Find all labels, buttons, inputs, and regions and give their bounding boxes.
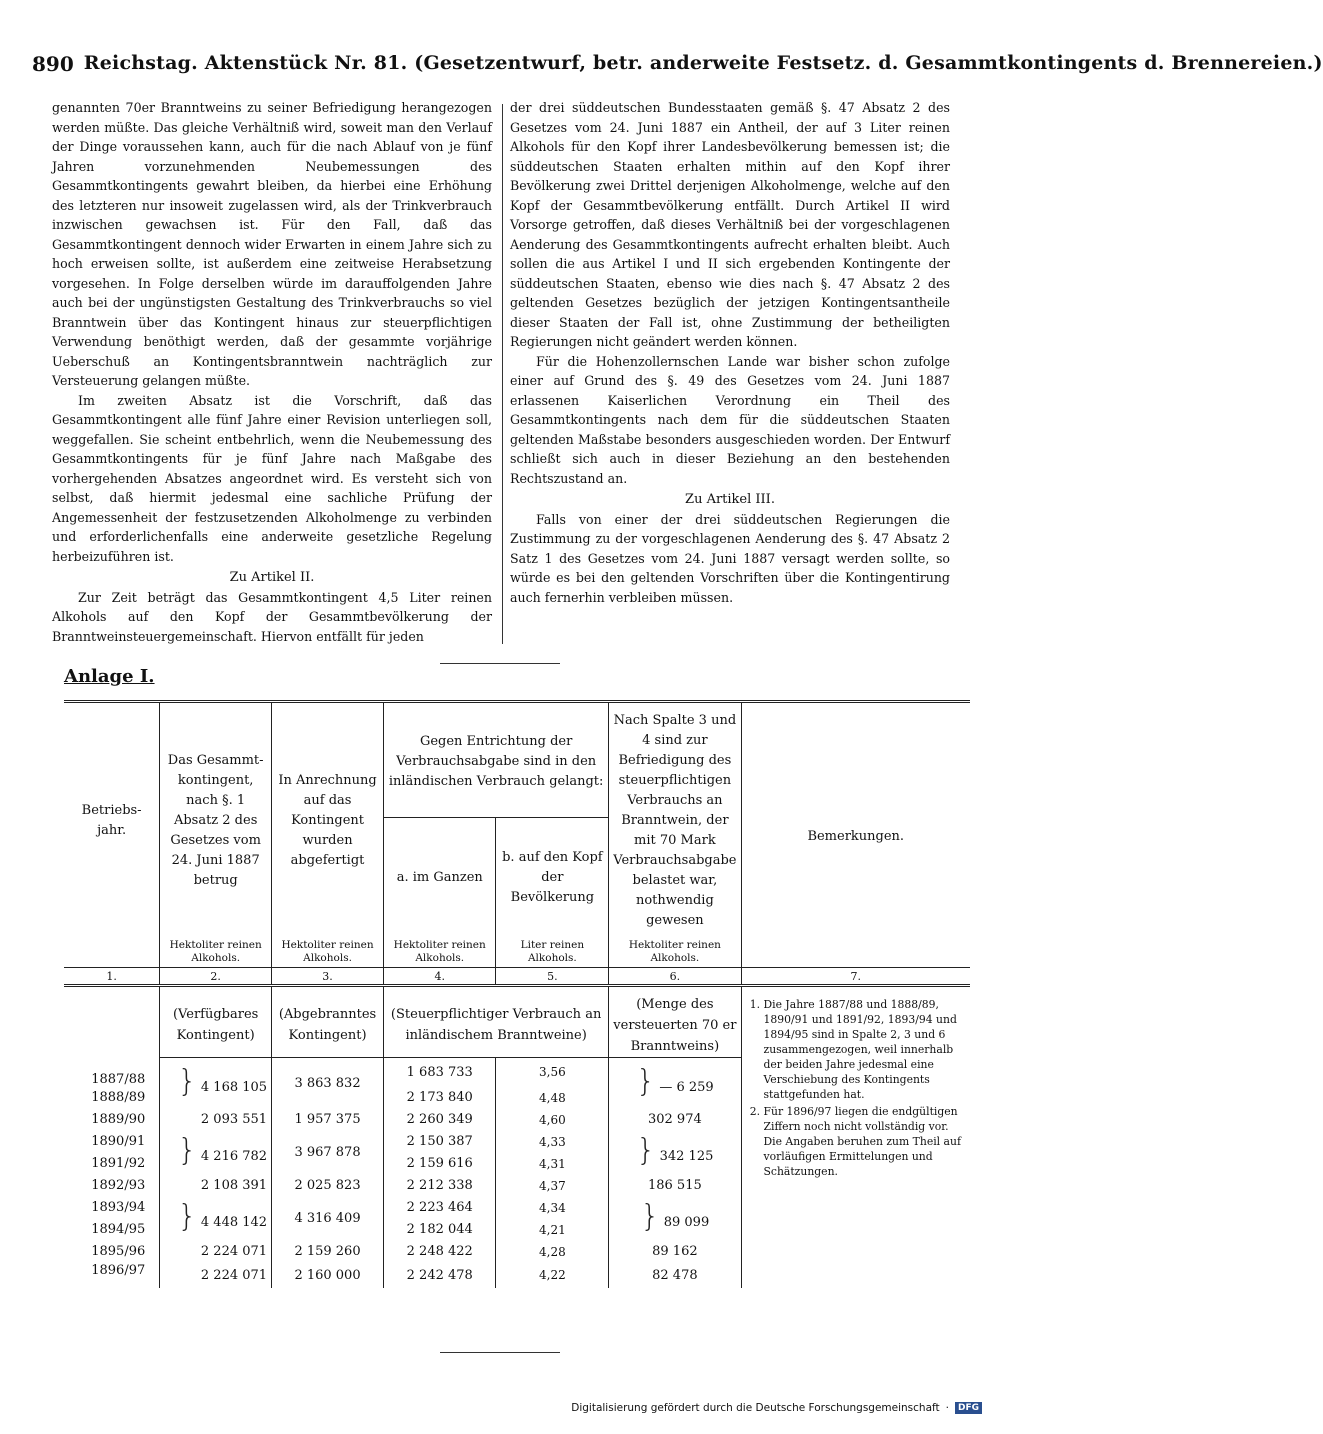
table-cell: 2 248 422: [384, 1241, 496, 1263]
year-cell: 1888/89: [64, 1087, 160, 1109]
table-cell: 4,21: [496, 1219, 609, 1241]
column-number: 4.: [384, 968, 496, 986]
separator-rule: [440, 1352, 560, 1353]
header-per-capita: b. auf den Kopf der Bevölkerung: [496, 817, 609, 935]
year-cell: 1895/96: [64, 1241, 160, 1263]
paragraph: Falls von einer der drei süddeutschen Regierungen die Zustimmung zu der vorgeschlagenen Aenderung des §. 47 Absatz 2 Satz 1 des Gesetzes vom 24. Juni 1887 versagt werden sollte, so würde es bei den geltenden Vorschriften über die Kontingentirung auch fernerhin verbleiben müssen.: [510, 511, 950, 605]
page-header: [32, 52, 1323, 76]
digitization-footer: Digitalisierung gefördert durch die Deutsche Forschungsgemeinschaft · DFG: [571, 1402, 982, 1414]
table-cell: 4,31: [496, 1153, 609, 1175]
table-cell: } 342 125: [609, 1131, 741, 1175]
table-cell: 89 162: [609, 1241, 741, 1263]
table-cell: 2 160 000: [272, 1263, 384, 1288]
year-cell: 1892/93: [64, 1175, 160, 1197]
unit-label: Hektoliter reinen Alkohols.: [609, 935, 741, 968]
table-cell: 2 224 071: [160, 1263, 272, 1288]
table-cell: 82 478: [609, 1263, 741, 1288]
table-cell: } 4 448 142: [160, 1197, 272, 1241]
table-cell: 4,28: [496, 1241, 609, 1263]
section-heading: Zu Artikel III.: [685, 492, 775, 507]
table-cell: 4,33: [496, 1131, 609, 1153]
table-cell: 302 974: [609, 1109, 741, 1131]
table-cell: 2 159 260: [272, 1241, 384, 1263]
table-cell: } — 6 259: [609, 1058, 741, 1109]
year-cell: 1889/90: [64, 1109, 160, 1131]
table-cell: 2 150 387: [384, 1131, 496, 1153]
table-cell: 2 182 044: [384, 1219, 496, 1241]
separator-rule: [440, 663, 560, 664]
header-total-contingent: Das Gesammt-kontingent, nach §. 1 Absatz 2 des Gesetzes vom 24. Juni 1887 betrug: [160, 702, 272, 936]
table-cell: 4,60: [496, 1109, 609, 1131]
table-cell: 2 224 071: [160, 1241, 272, 1263]
remark-note: 1. Die Jahre 1887/88 und 1888/89, 1890/91 und 1891/92, 1893/94 und 1894/95 sind in Spalte 2, 3 und 6 zusammengezogen, weil innerhalb der beiden Jahre jedesmal eine Verschiebung des Kontingents stattgefunden hat.: [764, 997, 967, 1102]
sublabel: (Verfügbares Kontingent): [160, 986, 272, 1058]
table-cell: } 89 099: [609, 1197, 741, 1241]
page-number: 890: [32, 52, 74, 76]
table-cell: 4,48: [496, 1087, 609, 1109]
table-cell: 3,56: [496, 1058, 609, 1087]
column-number: 7.: [741, 968, 970, 986]
paragraph: Für die Hohenzollernschen Lande war bisher schon zufolge einer auf Grund des §. 49 des Gesetzes vom 24. Juni 1887 erlassenen Kaiserlichen Verordnung ein Theil des Gesammtkontingents nach dem für die süddeutschen Staaten geltenden Maßstabe besonders ausgeschieden worden. Der Entwurf schließt sich auch in dieser Beziehung an den bestehenden Rechtszustand an.: [510, 353, 950, 486]
unit-label: Hektoliter reinen Alkohols.: [384, 935, 496, 968]
unit-label: Liter reinen Alkohols.: [496, 935, 609, 968]
unit-label: Hektoliter reinen Alkohols.: [160, 935, 272, 968]
paragraph: genannten 70er Branntweins zu seiner Befriedigung herangezogen werden müßte. Das gleiche Verhältniß wird, soweit man den Verlauf der Dinge voraussehen kann, auch für die nach Ablauf von je fünf Jahren vorzunehmenden Neubemessungen des Gesammtkontingents gewahrt bleiben, da hierbei eine Erhöhung des letzteren nur insoweit zugelassen wird, als der Trinkverbrauch inzwischen gewachsen ist. Für den Fall, daß das Gesammtkontingent dennoch wider Erwarten in einem Jahre sich zu hoch erweisen sollte, ist außerdem eine zeitweise Herabsetzung vorgesehen. In Folge derselben würde im darauffolgenden Jahre auch bei der ungünstigsten Gestaltung des Trinkverbrauchs so viel Branntwein über das Kontingent hinaus zur steuerpflichtigen Verwendung benöthigt werden, daß der gesammte vorjährige Ueberschuß an Kontingentsbranntwein nachträglich zur Versteuerung gelangen müßte.: [52, 100, 492, 388]
table-cell: 2 260 349: [384, 1109, 496, 1131]
left-column: [52, 98, 492, 646]
column-number: 5.: [496, 968, 609, 986]
paragraph: Im zweiten Absatz ist die Vorschrift, daß das Gesammtkontingent alle fünf Jahre einer Revision unterliegen soll, weggefallen. Sie scheint entbehrlich, wenn die Neubemessung des Gesammtkontingents für je fünf Jahre nach Maßgabe des vorhergehenden Absatzes angeordnet wird. Es versteht sich von selbst, daß hiermit jedesmal eine sachliche Prüfung der Angemessenheit der festzusetzenden Alkoholmenge zu verbinden und erforderlichenfalls eine anderweite gesetzliche Regelung herbeizuführen ist.: [52, 392, 492, 564]
table-cell: } 4 168 105: [160, 1058, 272, 1109]
page-title: Reichstag. Aktenstück Nr. 81. (Gesetzentwurf, betr. anderweite Festsetz. d. Gesammtkontingents d. Brennereien.): [83, 52, 1323, 74]
header-total: a. im Ganzen: [384, 817, 496, 935]
year-cell: 1890/91: [64, 1131, 160, 1153]
table-cell: 3 967 878: [272, 1131, 384, 1175]
table-cell: 1 957 375: [272, 1109, 384, 1131]
column-number: 6.: [609, 968, 741, 986]
column-number: 3.: [272, 968, 384, 986]
dfg-logo: DFG: [955, 1402, 982, 1414]
remarks-cell: [741, 986, 970, 1288]
right-column: [510, 98, 950, 607]
table-cell: 186 515: [609, 1175, 741, 1197]
year-cell: 1887/88: [64, 1058, 160, 1087]
table-cell: 2 025 823: [272, 1175, 384, 1197]
sublabel: (Menge des versteuerten 70 er Branntweins): [609, 986, 741, 1058]
table-cell: 2 159 616: [384, 1153, 496, 1175]
table-cell: 2 223 464: [384, 1197, 496, 1219]
table-cell: } 4 216 782: [160, 1131, 272, 1175]
table-cell: 2 108 391: [160, 1175, 272, 1197]
table-cell: 1 683 733: [384, 1058, 496, 1087]
section-heading: Zu Artikel II.: [229, 570, 315, 585]
appendix-title: Anlage I.: [64, 666, 155, 687]
unit-label: Hektoliter reinen Alkohols.: [272, 935, 384, 968]
column-number: 1.: [64, 968, 160, 986]
column-divider: [502, 104, 503, 644]
column-number: 2.: [160, 968, 272, 986]
header-year: Betriebs-jahr.: [64, 702, 160, 936]
header-dispatched: In Anrechnung auf das Kontingent wurden abgefertigt: [272, 702, 384, 936]
year-cell: 1891/92: [64, 1153, 160, 1175]
footer-text: Digitalisierung gefördert durch die Deutsche Forschungsgemeinschaft: [571, 1402, 940, 1414]
table-cell: 4,22: [496, 1263, 609, 1288]
year-cell: 1896/97: [64, 1263, 160, 1288]
header-consumption-group: Gegen Entrichtung der Verbrauchsabgabe sind in den inländischen Verbrauch gelangt:: [384, 702, 609, 818]
table-cell: 2 093 551: [160, 1109, 272, 1131]
table-cell: 3 863 832: [272, 1058, 384, 1109]
table-cell: 4,34: [496, 1197, 609, 1219]
paragraph: Zur Zeit beträgt das Gesammtkontingent 4,5 Liter reinen Alkohols auf den Kopf der Gesammtbevölkerung der Branntweinsteuergemeinschaft. Hiervon entfällt für jeden: [52, 589, 492, 644]
paragraph: der drei süddeutschen Bundesstaaten gemäß §. 47 Absatz 2 des Gesetzes vom 24. Juni 1887 ein Antheil, der auf 3 Liter reinen Alkohols für den Kopf ihrer Landesbevölkerung bemessen ist; die süddeutschen Staaten erhalten mithin auf den Kopf ihrer Bevölkerung zwei Drittel derjenigen Alkoholmenge, welche auf den Kopf der Gesammtbevölkerung entfällt. Durch Artikel II wird Vorsorge getroffen, daß dieses Verhältniß bei der vorgeschlagenen Aenderung des Gesammtkontingents aufrecht erhalten bleibt. Auch sollen die aus Artikel I und II sich ergebenden Kontingente der süddeutschen Staaten, ebenso wie dies nach §. 47 Absatz 2 des geltenden Gesetzes bezüglich der jetzigen Kontingentsantheile dieser Staaten der Fall ist, ohne Zustimmung der betheiligten Regierungen nicht geändert werden können.: [510, 100, 950, 349]
table-cell: 2 242 478: [384, 1263, 496, 1288]
table-cell: 4 316 409: [272, 1197, 384, 1241]
sublabel: (Abgebranntes Kontingent): [272, 986, 384, 1058]
year-cell: 1893/94: [64, 1197, 160, 1219]
table-cell: 2 173 840: [384, 1087, 496, 1109]
header-remarks: Bemerkungen.: [741, 702, 970, 968]
header-required: Nach Spalte 3 und 4 sind zur Befriedigung des steuerpflichtigen Verbrauchs an Branntwein, der mit 70 Mark Verbrauchsabgabe belastet war, nothwendig gewesen: [609, 702, 741, 936]
table-cell: 4,37: [496, 1175, 609, 1197]
contingent-table: [64, 700, 970, 1288]
year-cell: 1894/95: [64, 1219, 160, 1241]
remark-note: 2. Für 1896/97 liegen die endgültigen Ziffern noch nicht vollständig vor. Die Angaben beruhen zum Theil auf vorläufigen Ermittelungen und Schätzungen.: [764, 1104, 967, 1179]
sublabel: (Steuerpflichtiger Verbrauch an inländischem Branntweine): [384, 986, 609, 1058]
table-cell: 2 212 338: [384, 1175, 496, 1197]
